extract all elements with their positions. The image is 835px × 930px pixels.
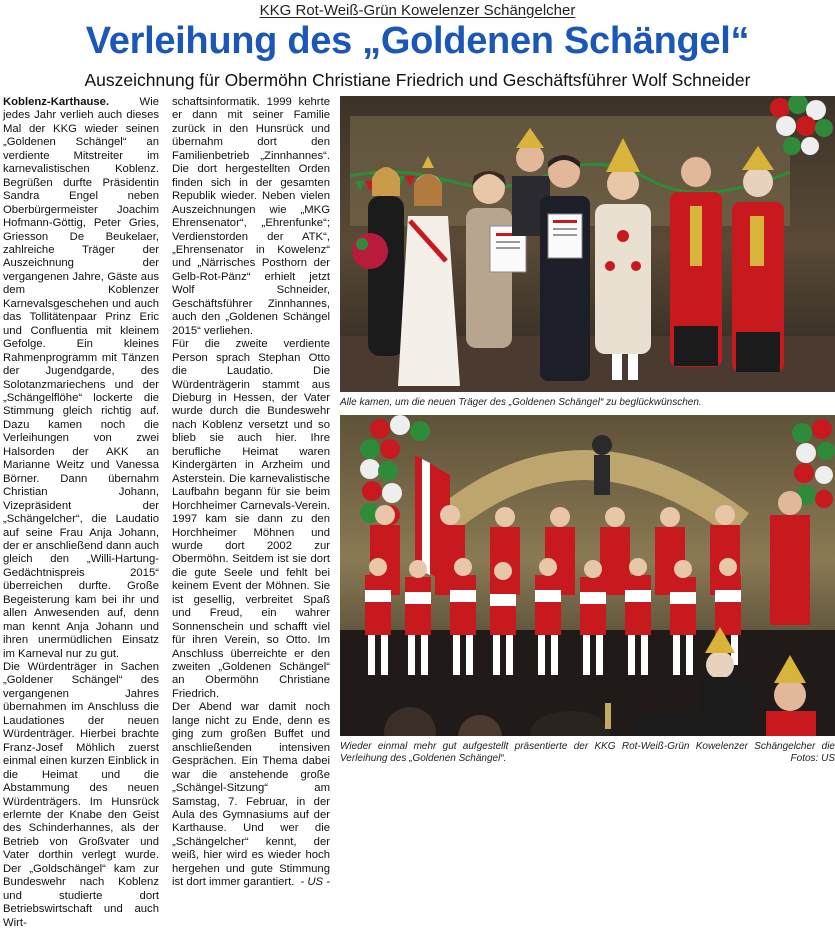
author-signature: - US - <box>300 876 330 889</box>
article-column-1 <box>3 96 159 930</box>
photo-credit: Fotos: US <box>790 753 835 764</box>
article-paragraph: schaftsinformatik. 1999 kehrte er dann mit seiner Familie zurück in den Hunsrück und übernahm dort den Familienbetrieb „Zinnhannes“. Die dort hergestellten Orden finden sich in der gesamten Republik wieder. Neben vielen Auszeichnungen wie „MKG Ehrensenator“, „Ehrenfunke“; Verdienstorden der ATK“, „Ehrensenator in Kowelenz“ und „Närrisches Posthorn der Gelb-Rot-Pänz“ erhielt jetzt Wolf Schneider, Geschäftsführer Zinnhannes, auch den „Goldenen Schängel 2015“ verliehen. <box>172 96 330 337</box>
newspaper-kicker: KKG Rot-Weiß-Grün Kowelenzer Schängelcher <box>259 2 576 19</box>
photo-caption: Alle kamen, um die neuen Träger des „Goldenen Schängel“ zu beglückwünschen. <box>340 397 702 408</box>
article-paragraph: Für die zweite verdiente Person sprach Stephan Otto die Laudatio. Die Würdenträgerin stammt aus Dieburg in Hessen, der Vater wurde durch die Bundeswehr nach Koblenz versetzt und so blieb sie auch hier. Ihre berufliche Heimat waren Kindergärten in Arzheim und Asterstein. Die karnevalistische Laufbahn begann für sie beim Horchheimer Carnevals-Verein. 1997 kam sie dann zu den Horchheimer Möhnen und wurde dort 2002 zur Obermöhn. Seitdem ist sie dort die gute Seele und fehlt bei keinem Event der Möhnen. Sie ist gesellig, verbreitet Spaß und Freud, ein wahrer Sonnenschein und schafft viel für ihren Verein, so Otto. Im Anschluss überreichte er den zweiten „Goldenen Schängel“ an Obermöhn Christiane Friedrich. <box>172 338 330 700</box>
article-subheadline: Auszeichnung für Obermöhn Christiane Friedrich und Geschäftsführer Wolf Schneider <box>84 70 751 90</box>
article-column-2 <box>172 96 330 890</box>
photo-award-group <box>340 96 835 392</box>
article-paragraph: Koblenz-Karthause. Wie jedes Jahr verlieh auch dieses Mal der KKG wieder seinen „Goldenen Schängel“ an verdiente Mitstreiter im karnevalistischen Koblenz. Begrüßen durfte Präsidentin Sandra Engel neben Oberbürgermeister Joachim Hofmann-Göttig, Peter Gries, Griesson De Beukelaer, zahlreiche Träger der Auszeichnung der vergangenen Jahre, Gäste aus dem Koblenzer Karnevalsgeschehen und auch das Tollitätenpaar Prinz Eric und Confluentia mit kleinem Gefolge. Ein kleines Rahmenprogramm mit Tänzen der Jugendgarde, des Solotanzmariechens und der „Schängelflöhe“ lockerte die Stimmung gleich richtig auf. Dazu kamen noch die Verleihungen von zwei Halsorden der AKK an Marianne Weitz und Vanessa Börner. Dann übernahm Christian Johann, Vizepräsident der „Schängelcher“, die Laudatio auf seine Frau Anja Johann, der er anschließend dann auch gleich den „Willi-Hartung-Gedächtnispreis 2015“ überreichen durfte. Große Begeisterung kam bei ihr und allen Anwesenden auf, denn man kennt Anja Johann und ihren unermüdlichen Einsatz im Karneval nur zu gut. <box>3 96 159 660</box>
photo-dance-group <box>340 415 835 736</box>
article-paragraph: Die Würdenträger in Sachen „Goldener Schängel“ des vergangenen Jahres übernahmen im Anschluss die Laudationes der neuen Würdenträger. Hierbei brachte Franz-Josef Möhlich zuerst einmal einen kurzen Einblick in die Heimat und die Abstammung des neuen Würdenträgers. Im Hunsrück erlernte der Knabe den Geist des Schinderhannes, als der Betrieb von Großvater und Vater dorthin verlegt wurde. Der „Goldschängel“ kam zur Bundeswehr nach Koblenz und studierte dort Betriebswirtschaft und auch Wirt- <box>3 661 159 929</box>
article-headline: Verleihung des „Goldenen Schängel“ <box>85 20 750 62</box>
photo-caption: Wieder einmal mehr gut aufgestellt präsentierte der KKG Rot-Weiß-Grün Kowelenzer Schängelcher die Verleihung des „Goldenen Schängel“. Fotos: US <box>340 741 835 764</box>
article-dateline: Koblenz-Karthause. <box>3 96 110 108</box>
article-paragraph: Der Abend war damit noch lange nicht zu Ende, denn es ging zum großen Buffet und anschließenden intensiven Gesprächen. Ein Thema dabei war die anstehende große „Schängel-Sitzung“ am Samstag, 7. Februar, in der Aula des Gymnasiums auf der Karthause. Und wer die „Schängelcher“ kennt, der weiß, hier wird es wieder hoch hergehen und gute Stimmung ist dort immer garantiert. - US - <box>172 701 330 889</box>
